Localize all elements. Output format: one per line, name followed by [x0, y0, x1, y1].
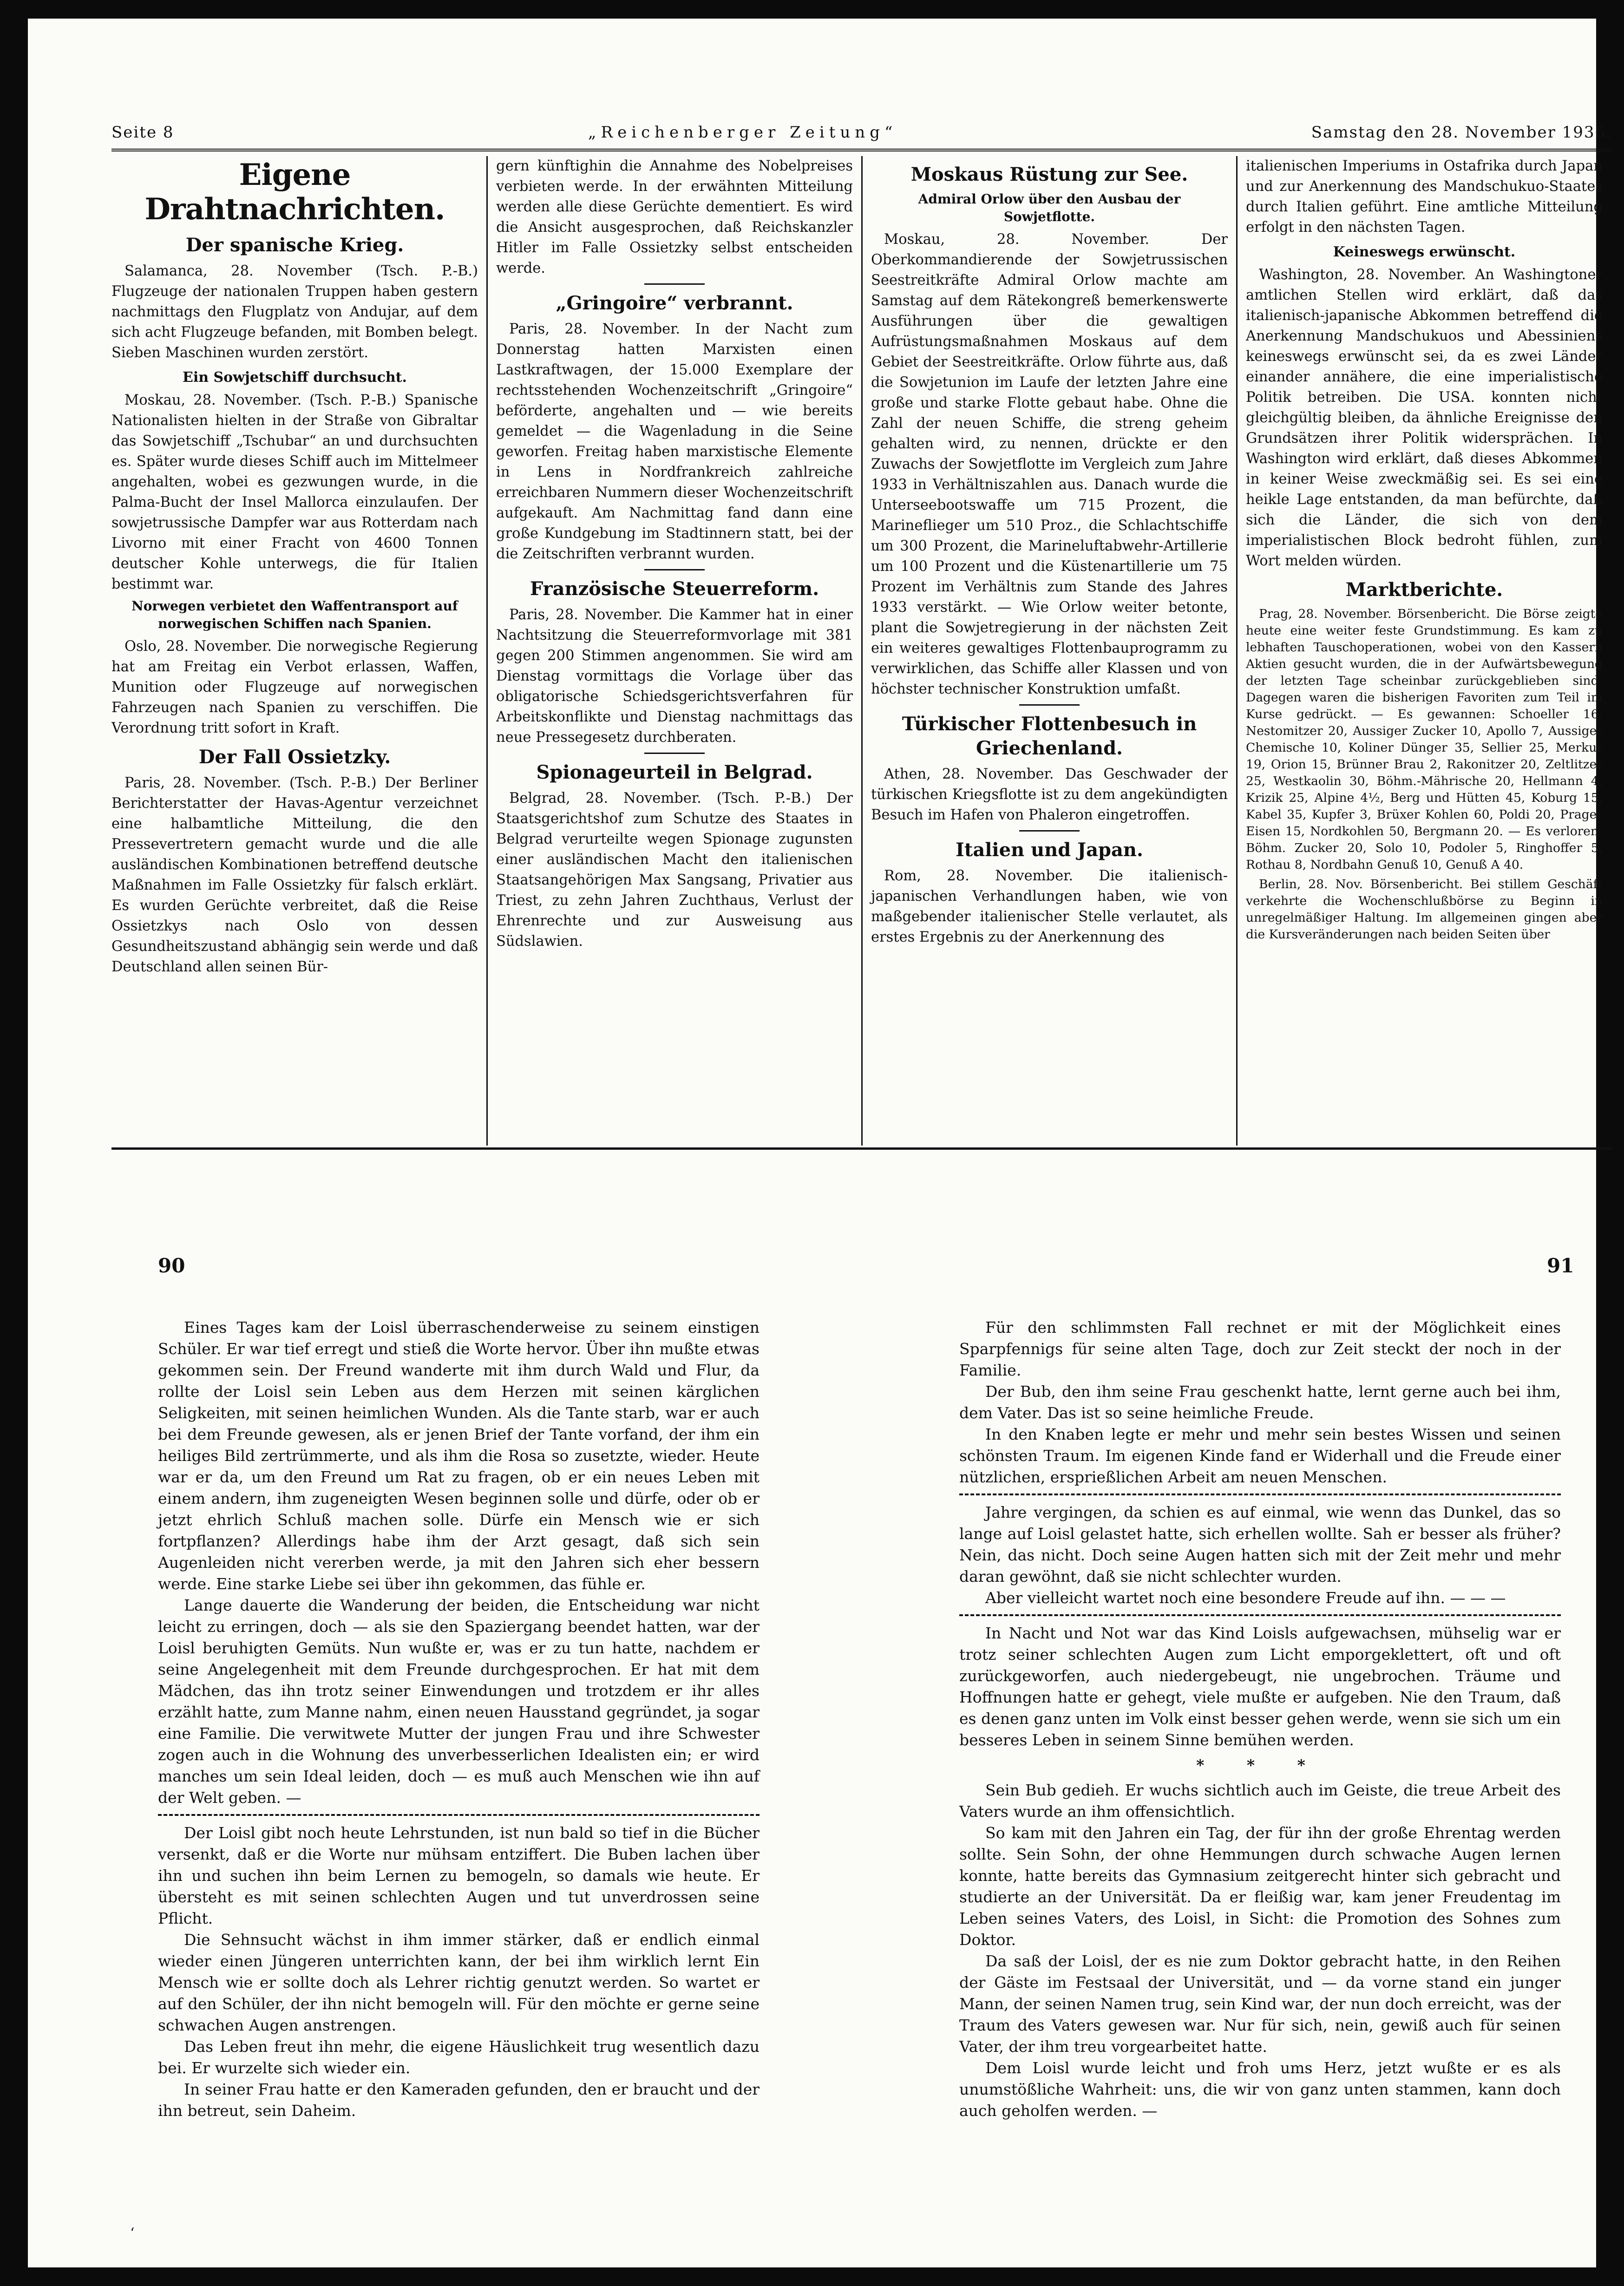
book-paragraph: Die Sehnsucht wächst in ihm immer stärker, daß er endlich einmal wieder einen Jüngeren unterrichten kann, der bei ihm wirklich lernt Ein Mensch wie er sollte doch als Lehrer richtig genutzt werden. So wartet er auf den Schüler, der ihn nicht bemogeln will. Für den möchte er gerne seine schwachen Augen anstrengen. [158, 1931, 760, 2034]
article-heading: „Gringoire“ verbrannt. [556, 292, 793, 314]
book-paragraph: Sein Bub gedieh. Er wuchs sichtlich auch im Geiste, die treue Arbeit des Vaters wurde an ihm offensichtlich. [959, 1781, 1561, 1821]
book-paragraph: In den Knaben legte er mehr und mehr sein bestes Wissen und seinen schönsten Traum. Im eigenen Kinde fand er Widerhall und die Freude einer nützlichen, ersprießlichen Arbeit am neuen Menschen. [959, 1425, 1561, 1486]
article-text: Paris, 28. November. In der Nacht zum Donnerstag hatten Marxisten einen Lastkraftwagen, der 15.000 Exemplare der rechtsstehenden Wochenzeitschrift „Gringoire“ beförderte, angehalten und — wie bereits gemeldet — die Wagenladung in die Seine geworfen. Freitag haben marxistische Elemente in Lens in Nordfrankreich zahlreiche erreichbaren Nummern dieser Wochenzeitschrift aufgekauft. Am Nachmittag fand dann eine große Kundgebung im Stadtinnern statt, bei der die Zeitschriften verbrannt wurden. [496, 321, 853, 562]
article-text: Belgrad, 28. November. (Tsch. P.-B.) Der Staatsgerichtshof zum Schutze des Staates in Belgrad verurteilte wegen Spionage zugunsten einer ausländischen Macht den italienischen Staatsangehörigen Max Sangsang, Privatier aus Triest, zu zehn Jahren Zuchthaus, Verlust der Ehrenrechte und zur Ausweisung aus Südslawien. [496, 790, 853, 950]
divider [1019, 830, 1080, 832]
divider [644, 283, 705, 285]
article-text: gern künftighin die Annahme des Nobelpreises verbieten werde. In der erwähnten Mitteilung werden alle diese Gerüchte dementiert. Es wird die Ansicht ausgesprochen, daß Reichskanzler Hitler im Falle Ossietzky selbst entscheiden werde. [496, 158, 853, 276]
article-text: Moskau, 28. November. Der Oberkommandierende der Sowjetrussischen Seestreitkräfte Admiral Orlow machte am Samstag auf dem Rätekongreß bemerkenswerte Ausführungen über die gewaltigen Aufrüstungsmaßnahmen Moskaus auf dem Gebiet der Seestreitkräfte. Orlow führte aus, daß die Sowjetunion im Laufe der letzten Jahre eine große und starke Flotte gebaut habe. Ohne die Zahl der neuen Schiffe, die streng geheim gehalten wird, zu nennen, drückte er den Zuwachs der Sowjetflotte im Vergleich zum Jahre 1933 in Verhältniszahlen aus. Danach wurde die Unterseebootswaffe um 715 Prozent, die Marineflieger um 510 Proz., die Schlachtschiffe um 300 Prozent, die Marineluftabwehr-Artillerie um 100 Prozent und die Küstenartillerie um 75 Prozent im Verhältnis zum Stande des Jahres 1933 verstärkt. — Wie Orlow weiter betonte, plant die Sowjetregierung in der nächsten Zeit ein weiteres gewaltiges Flottenbauprogramm zu verwirklichen, das Schiffe aller Klassen und von höchster technischer Konstruktion umfaßt. [871, 231, 1228, 697]
section-title: Eigene Drahtnachrichten. [144, 157, 445, 227]
article-heading: Der Fall Ossietzky. [198, 746, 391, 768]
book-paragraph: Aber vielleicht wartet noch eine besondere Freude auf ihn. — — — [985, 1589, 1506, 1607]
newspaper-clipping [111, 116, 1612, 1150]
article-text: Moskau, 28. November. (Tsch. P.-B.) Spanische Nationalisten hielten in der Straße von Gibraltar das Sowjetschiff „Tschubar“ an und durchsuchten es. Später wurde dieses Schiff auch im Mittelmeer angehalten, wobei es gezwungen wurde, in die Palma-Bucht der Insel Mallorca einzulaufen. Der sowjetrussische Dampfer war aus Rotterdam nach Livorno mit einer Fracht von 4600 Tonnen deutscher Kohle unterwegs, die für Italien bestimmt war. [111, 392, 478, 592]
article-heading: Spionageurteil in Belgrad. [536, 761, 813, 783]
article-text: Paris, 28. November. (Tsch. P.-B.) Der Berliner Berichterstatter der Havas-Agentur verzeichnet eine halbamtliche Mitteilung, die den Pressevertretern gemacht wurde und die alle ausländischen Kombinationen betreffend deutsche Maßnahmen im Falle Ossietzky für falsch erklärt. Es wurden Gerüchte verbreitet, daß die Reise Ossietzkys nach Oslo von dessen Gesundheitszustand abhängig sein werde und daß Deutschland allen seinen Bür- [111, 775, 478, 975]
article-heading: Keineswegs erwünscht. [1333, 244, 1516, 260]
margin-mark: ʻ [130, 2225, 135, 2241]
page-label: Seite 8 [111, 123, 174, 142]
article-subheading: Admiral Orlow über den Ausbau der Sowjetflotte. [918, 191, 1181, 224]
book-paragraph: Da saß der Loisl, der es nie zum Doktor gebracht hatte, in den Reihen der Gäste im Festsaal der Universität, und — da vorne stand ein junger Mann, der seinen Namen trug, sein Kind war, der nun doch erreicht, was der Traum des Vaters gewesen war. Nur für sich, nein, gewiß auch für seinen Vater, der ihm treu vorgearbeitet hatte. [959, 1952, 1561, 2056]
book-paragraph: Dem Loisl wurde leicht und froh ums Herz, jetzt wußte er es als unumstößliche Wahrheit: uns, die wir von ganz unten stammen, kann doch auch geholfen werden. — [959, 2059, 1561, 2120]
article-text: Paris, 28. November. Die Kammer hat in einer Nachtsitzung die Steuerreformvorlage mit 381 gegen 200 Stimmen angenommen. Sie wird am Dienstag vormittags die Vorlage über das obligatorische Schiedsgerichtsverfahren für Arbeitskonflikte und Dienstag nachmittags das neue Pressegesetz durchberaten. [496, 607, 853, 746]
market-report: Prag, 28. November. Börsenbericht. Die Börse zeigte heute eine weiter feste Grundstimmung. Es kam zu lebhaften Tauschoperationen, wobei von den Kassern Aktien gesucht wurden, die in der Aufwärtsbewegung der letzten Tage scheinbar zurückgeblieben sind. Dagegen waren die bisherigen Favoriten zum Teil im Kurse gedrückt. — Es gewannen: Schoeller 16, Nestomitzer 20, Aussiger Zucker 10, Apollo 7, Aussiger Chemische 10, Koliner Dünger 35, Sellier 25, Merkur 19, Orion 15, Brünner Brau 2, Rakonitzer 20, Zeltlitzer 25, Westkaolin 30, Böhm.-Mährische 20, Hellmann 4, Krizik 25, Alpine 4½, Berg und Hütten 45, Koburg 15, Kabel 35, Kupfer 3, Brüxer Kohlen 60, Poldi 20, Prager Eisen 15, Nordkohlen 50, Bergmann 20. — Es verloren: Böhm. Zucker 20, Solo 10, Podoler 5, Ringhoffer 5, Rothau 8, Nordbahn Genuß 10, Genuß A 40. [1246, 607, 1603, 872]
article-heading: Ein Sowjetschiff durchsucht. [182, 369, 407, 386]
article-heading: Marktberichte. [1345, 579, 1503, 601]
divider [1019, 704, 1080, 706]
article-text: italienischen Imperiums in Ostafrika durch Japan und zur Anerkennung des Mandschukuo-Staates durch Italien geführt. Eine amtliche Mitteilung erfolgt in den nächsten Tagen. [1246, 158, 1603, 236]
column-2 [486, 156, 861, 1146]
book-paragraph: Das Leben freut ihn mehr, die eigene Häuslichkeit trug wesentlich dazu bei. Er wurzelte sich wieder ein. [158, 2037, 760, 2077]
book-paragraph: Jahre vergingen, da schien es auf einmal, wie wenn das Dunkel, das so lange auf Loisl gelastet hatte, sich erhellen wollte. Sah er besser als früher? Nein, das nicht. Doch seine Augen hatten sich mit der Zeit mehr und mehr daran gewöhnt, daß sie nicht schlechter wurden. [959, 1503, 1561, 1585]
book-paragraph: Eines Tages kam der Loisl überraschenderweise zu seinem einstigen Schüler. Er war tief erregt und stieß die Worte hervor. Über ihn mußte etwas gekommen sein. Der Freund wanderte mit ihm durch Wald und Flur, da rollte der Loisl sein Leben aus dem Herzen mit seinen kärglichen Seligkeiten, mit seinen heimlichen Wunden. Als die Tante starb, war er auch bei dem Freunde gewesen, als er jenen Brief der Tante vorfand, der ihm ein heiliges Bild zertrümmerte, und als ihm die Rosa so zusetzte, wieder. Heute war er da, um den Freund um Rat zu fragen, ob er ein neues Leben mit einem andern, ihm zugeneigten Wesen beginnen solle und dürfe, oder ob er jetzt ehrlich Schluß machen solle. Dürfe ein Mensch wie er sich fortpflanzen? Allerdings habe ihm der Arzt gesagt, daß sich sein Augenleiden nicht vererben werde, ja mit den Jahren sich eher bessern werde. Eine starke Liebe sei über ihn gekommen, das fühle er. [158, 1318, 760, 1593]
column-1 [111, 156, 486, 1146]
book-paragraph: Für den schlimmsten Fall rechnet er mit der Möglichkeit eines Sparpfennigs für seine alten Tage, doch zur Zeit steckt der noch in der Familie. [959, 1318, 1561, 1379]
article-text: Washington, 28. November. An Washingtoner amtlichen Stellen wird erklärt, daß das italienisch-japanische Abkommen betreffend die Anerkennung Mandschukuos und Abessiniens keineswegs erwünscht sei, da es zwei Länder einander annähere, die eine imperialistische Politik betreiben. Die USA. konnten nicht gleichgültig bleiben, da ähnliche Ereignisse den Grundsätzen ihrer Politik widersprächen. In Washington wird erklärt, daß dieses Abkommen in keiner Weise zweckmäßig sei. Es sei eine heikle Lage entstanden, da man befürchte, daß sich die Länder, die sich von dem imperialistischen Block bedroht fühlen, zum Wort melden würden. [1246, 267, 1603, 569]
section-divider [158, 1814, 760, 1816]
column-4 [1236, 156, 1611, 1146]
section-stars: * * * [1196, 1756, 1324, 1774]
book-page-right [959, 1317, 1561, 2122]
divider [644, 753, 705, 754]
section-divider [959, 1493, 1561, 1495]
page-number-left: 90 [158, 1254, 185, 1277]
book-paragraph: Der Bub, den ihm seine Frau geschenkt hatte, lernt gerne auch bei ihm, dem Vater. Das ist so seine heimliche Freude. [959, 1382, 1561, 1422]
book-paragraph: In Nacht und Not war das Kind Loisls aufgewachsen, mühselig war er trotz seiner schlechten Augen zum Licht emporgeklettert, oft und oft zurückgeworfen, auch niedergebeugt, nie ungebrochen. Träume und Hoffnungen hatte er gehegt, viele mußte er aufgeben. Nie den Traum, daß es denen ganz unten im Volk einst besser gehen werde, wenn sie sich um ein besseres Leben in seinem Sinne bemühen werden. [959, 1624, 1561, 1749]
article-text: Oslo, 28. November. Die norwegische Regierung hat am Freitag ein Verbot erlassen, Waffen, Munition oder Flugzeuge auf norwegischen Fahrzeugen nach Spanien zu verschiffen. Die Verordnung tritt sofort in Kraft. [111, 638, 478, 736]
column-3 [861, 156, 1236, 1146]
newspaper-name: „Reichenberger Zeitung“ [588, 123, 897, 142]
newspaper-columns [111, 156, 1612, 1146]
book-page-left [158, 1317, 760, 2122]
divider [644, 569, 705, 570]
article-text: Rom, 28. November. Die italienisch-japanischen Verhandlungen haben, wie von maßgebender italienischer Stelle verlautet, als erstes Ergebnis zu der Anerkennung des [871, 868, 1228, 945]
article-text: Salamanca, 28. November (Tsch. P.-B.) Flugzeuge der nationalen Truppen haben gestern nachmittags den Flugplatz von Andujar, auf dem sich acht Flugzeuge befanden, mit Bomben belegt. Sieben Maschinen wurden zerstört. [111, 263, 478, 361]
newspaper-header [111, 116, 1612, 151]
issue-date: Samstag den 28. November 1936. [1311, 123, 1612, 142]
book-paragraph: So kam mit den Jahren ein Tag, der für ihn der große Ehrentag werden sollte. Sein Sohn, der ohne Hemmungen durch schwache Augen lernen konnte, hatte bereits das Gymnasium zeitgerecht hinter sich gebracht und studierte an der Universität. Da er fleißig war, kam jener Freudentag im Leben seines Vaters, des Loisl, in Sicht: die Promotion des Sohnes zum Doktor. [959, 1824, 1561, 1949]
article-heading: Französische Steuerreform. [530, 578, 819, 600]
page-number-right: 91 [1547, 1254, 1574, 1277]
book-paragraph: In seiner Frau hatte er den Kameraden gefunden, den er braucht und der ihn betreut, sein Daheim. [158, 2080, 760, 2120]
article-text: Athen, 28. November. Das Geschwader der türkischen Kriegsflotte ist zu dem angekündigten Besuch im Hafen von Phaleron eingetroffen. [871, 766, 1228, 823]
market-report: Berlin, 28. Nov. Börsenbericht. Bei stillem Geschäft verkehrte die Wochenschlußbörse zu Beginn in unregelmäßiger Haltung. Im allgemeinen gingen aber die Kursveränderungen nach beiden Seiten über [1246, 877, 1603, 942]
article-heading: Italien und Japan. [956, 839, 1143, 861]
book-paragraph: Der Loisl gibt noch heute Lehrstunden, ist nun bald so tief in die Bücher versenkt, daß er die Worte nur mühsam entziffert. Die Buben lachen über ihn und suchen ihn beim Lernen zu bemogeln, so damals wie heute. Er übersteht es mit seinen schlechten Augen und tut unverdrossen seine Pflicht. [158, 1824, 760, 1927]
article-heading: Moskaus Rüstung zur See. [910, 164, 1188, 185]
article-heading: Türkischer Flottenbesuch in Griechenland. [902, 713, 1197, 759]
section-divider [959, 1614, 1561, 1616]
book-paragraph: Lange dauerte die Wanderung der beiden, die Entscheidung war nicht leicht zu erringen, doch — als sie den Spaziergang beendet hatten, war der Loisl beruhigten Gemüts. Nun wußte er, was er zu tun hatte, nachdem er seine Angelegenheit mit dem Freunde durchgesprochen. Er hat mit dem Mädchen, das ihn trotz seiner Einwendungen und trotzdem er ihr alles erzählt hatte, zum Manne nahm, einen neuen Hausstand gegründet, ja sogar eine Familie. Die verwitwete Mutter der jungen Frau und ihre Schwester zogen auch in die Wohnung des unverbesserlichen Idealisten ein; er wird manches um sein Ideal leiden, doch — es muß auch Menschen wie ihn auf der Welt geben. — [158, 1596, 760, 1807]
article-heading: Norwegen verbietet den Waffentransport auf norwegischen Schiffen nach Spanien. [131, 598, 458, 631]
article-heading: Der spanische Krieg. [185, 234, 404, 256]
